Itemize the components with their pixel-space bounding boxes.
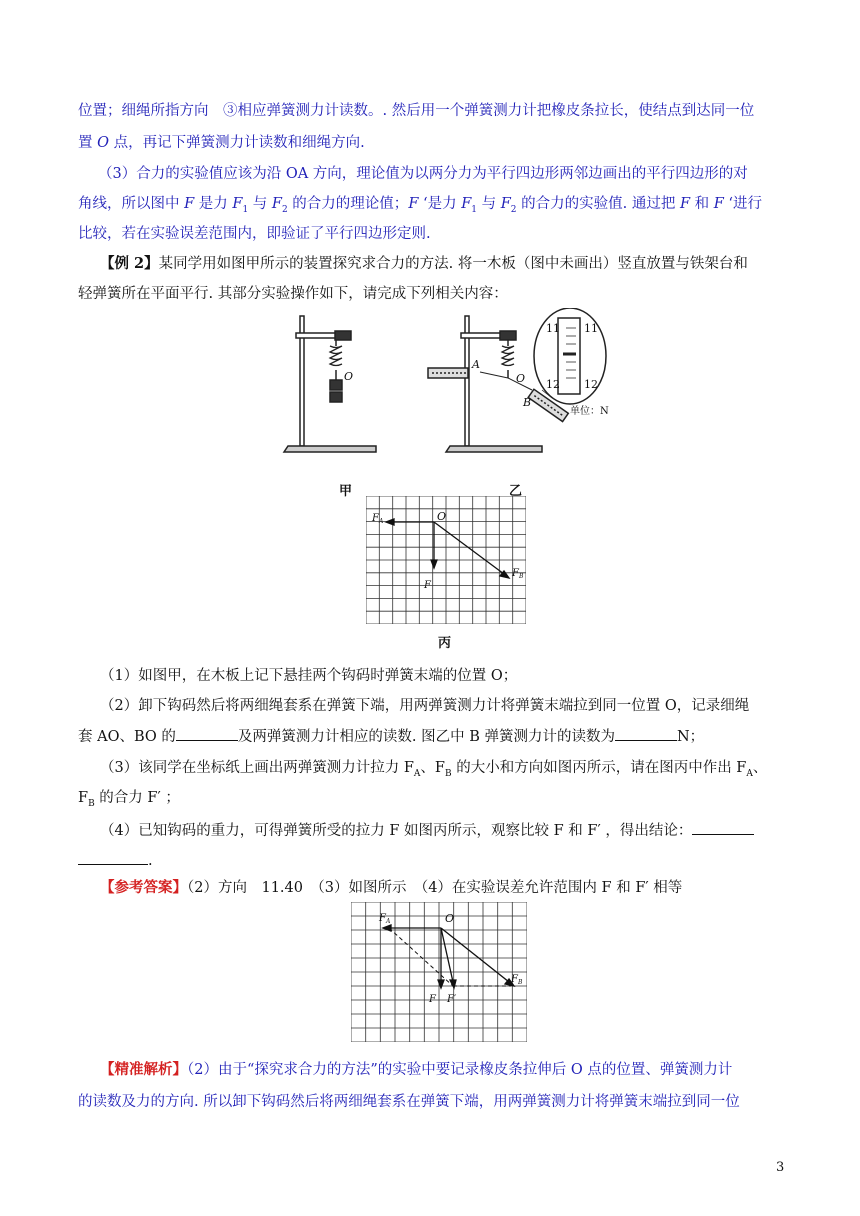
caption-yi: 乙 — [509, 484, 523, 499]
grid-figure-bing — [366, 496, 526, 624]
label-FA-answer: $F_A$ — [379, 913, 391, 925]
label-O-bing: O — [437, 510, 447, 523]
example-line-2: 轻弹簧所在平面平行. 其部分实验操作如下，请完成下列相关内容： — [78, 286, 508, 302]
label-FB-bing: $F_B$ — [512, 568, 524, 580]
label-F-bing: F — [424, 580, 431, 591]
caption-bing: 丙 — [438, 636, 452, 651]
label-O-answer: O — [445, 912, 455, 925]
label-A: A — [472, 358, 480, 371]
question-4-line-2: . — [78, 850, 153, 871]
answer-blank[interactable] — [692, 820, 754, 835]
example-line-1: 【例 2】某同学用如图甲所示的装置探究求合力的方法. 将一木板（图中未画出）竖直放置与铁架台和 — [100, 255, 748, 272]
label-FB-answer: $F_B$ — [511, 974, 523, 986]
answer-line: 【参考答案】（2）方向 11.40 （3）如图所示 （4）在实验误差允许范围内 F 和 F′ 相等 — [100, 879, 683, 896]
answer-blank[interactable] — [176, 726, 238, 741]
label-FA-bing: $F_A$ — [372, 513, 384, 525]
p3-line-3: 比较，若在实验误差范围内，即验证了平行四边形定则. — [78, 226, 431, 242]
page-number: 3 — [776, 1160, 785, 1175]
question-1: （1）如图甲，在木板上记下悬挂两个钩码时弹簧末端的位置 O； — [100, 668, 518, 684]
answer-blank[interactable] — [615, 726, 677, 741]
apparatus-figure — [280, 308, 640, 476]
label-Fprime-answer: F′ — [447, 994, 457, 1005]
question-4-line-1: （4）已知钩码的重力，可得弹簧所受的拉力 F 如图丙所示，观察比较 F 和 F′ ，得出结论： — [100, 820, 754, 841]
question-3-line-2: $F_B$ 的合力 F′ ； — [78, 790, 180, 809]
question-3-line-1: （3）该同学在坐标纸上画出两弹簧测力计拉力 $F_A$、$F_B$ 的大小和方向如图丙所示，请在图丙中作出 $F_A$、 — [100, 760, 768, 779]
label-B: B — [523, 396, 532, 409]
caption-jia: 甲 — [339, 484, 353, 499]
p3-line-2: 角线，所以图中 F 是力 $F_1$ 与 $F_2$ 的合力的理论值；F ‘是力 $F_1$ 与 $F_2$ 的合力的实验值. 通过把 F 和 F ‘进行 — [78, 196, 763, 215]
question-2-line-1: （2）卸下钩码然后将两细绳套系在弹簧下端，用两弹簧测力计将弹簧末端拉到同一位置 O，记录细绳 — [100, 698, 750, 714]
scale-11-right: 11 — [584, 322, 598, 335]
label-O-yi: O — [516, 372, 526, 385]
scale-12-right: 12 — [584, 378, 598, 391]
p3-line-1: （3）合力的实验值应该为沿 OA 方向，理论值为以两分力为平行四边形两邻边画出的平行四边形的对 — [98, 166, 748, 182]
grid-figure-answer — [351, 902, 527, 1042]
unit-label: 单位：N — [570, 406, 609, 417]
scale-12-left: 12 — [546, 378, 560, 391]
analysis-line-2: 的读数及力的方向. 所以卸下钩码然后将两细绳套系在弹簧下端，用两弹簧测力计将弹簧末端拉到同一位 — [78, 1094, 740, 1110]
label-O-jia: O — [344, 370, 354, 383]
question-2-line-2: 套 AO、BO 的 及两弹簧测力计相应的读数. 图乙中 B 弹簧测力计的读数为 N； — [78, 726, 704, 747]
scale-11-left: 11 — [546, 322, 560, 335]
prev-line-2: 置 O 点，再记下弹簧测力计读数和细绳方向. — [78, 135, 365, 151]
label-F-answer: F — [429, 994, 436, 1005]
prev-line-1: 位置；细绳所指方向 ③相应弹簧测力计读数。. 然后用一个弹簧测力计把橡皮条拉长，使结点到达同一位 — [78, 103, 755, 119]
stand-jia — [284, 316, 376, 452]
answer-blank[interactable] — [78, 850, 148, 865]
analysis-line-1: 【精准解析】（2）由于“探究求合力的方法”的实验中要记录橡皮条拉伸后 O 点的位置、弹簧测力计 — [100, 1061, 733, 1078]
